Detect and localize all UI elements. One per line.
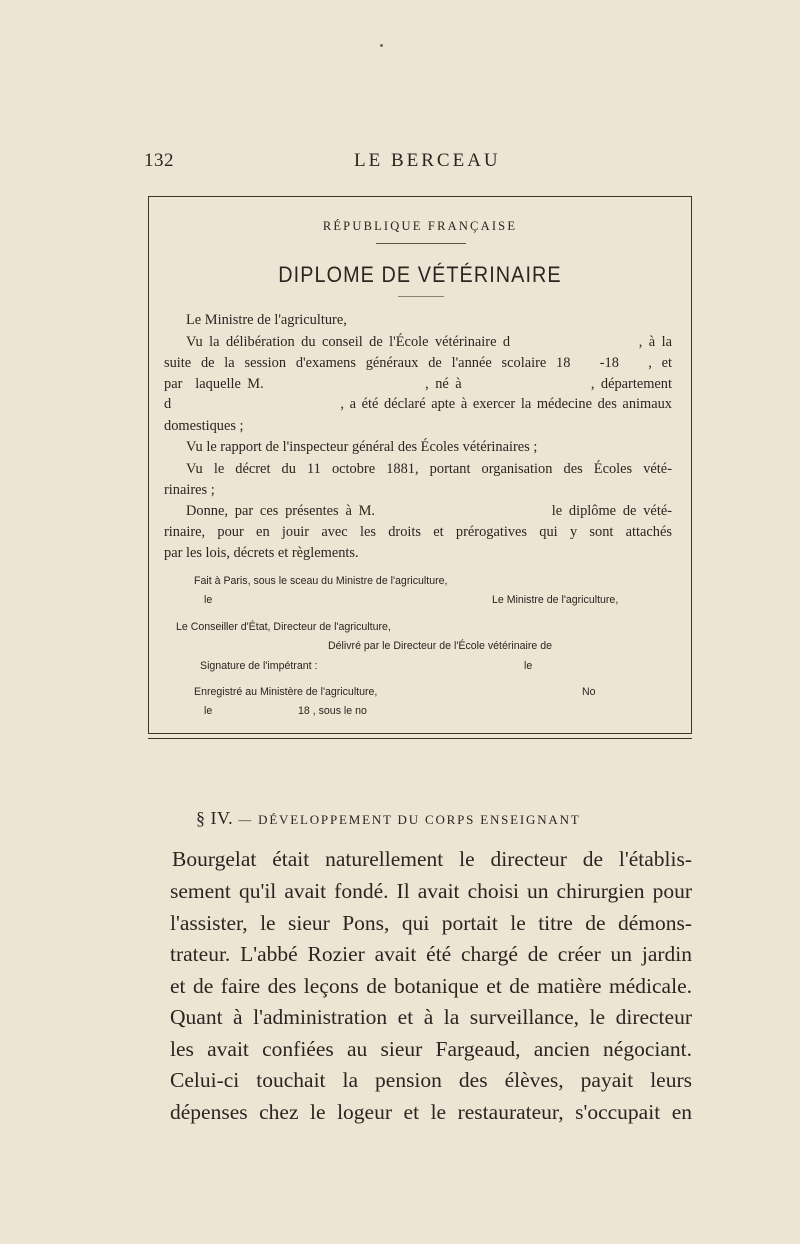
body-line: sement qu'il avait fondé. Il avait choisi un chirurgien pour xyxy=(170,879,692,903)
diploma-line: par les lois, décrets et règlements. xyxy=(164,545,359,561)
page-number: 132 xyxy=(144,150,174,171)
body-line: trateur. L'abbé Rozier avait été chargé de créer un jardin xyxy=(170,942,692,966)
issued-by-line: Délivré par le Directeur de l'École vétérinaire de xyxy=(328,640,553,652)
date-le-right: le xyxy=(524,660,533,672)
body-line: Bourgelat était naturellement le directeur de l'établis- xyxy=(172,847,692,871)
running-title: LE BERCEAU xyxy=(354,150,501,171)
section-title: DÉVELOPPEMENT DU CORPS ENSEIGNANT xyxy=(258,812,581,827)
body-line: l'assister, le sieur Pons, qui portait le titre de démons- xyxy=(170,911,692,935)
registered-line: Enregistré au Ministère de l'agriculture, xyxy=(194,686,378,698)
number-label: No xyxy=(582,686,596,698)
diploma-line: Vu le rapport de l'inspecteur général des Écoles vétérinaires ; xyxy=(186,439,538,455)
counselor-line: Le Conseiller d'État, Directeur de l'agriculture, xyxy=(176,621,391,633)
registered-date: 18 , sous le no xyxy=(298,705,367,717)
body-line: Celui-ci touchait la pension des élèves, payait leurs xyxy=(170,1068,692,1092)
diploma-line: rinaire, pour en jouir avec les droits et prérogatives qui y sont attachés xyxy=(164,524,672,540)
diploma-line: Donne, par ces présentes à M. le diplôme de vété- xyxy=(186,503,672,519)
diploma-line: d , a été déclaré apte à exercer la médecine des animaux xyxy=(164,396,672,412)
diploma-line: rinaires ; xyxy=(164,482,215,498)
diploma-line: Vu le décret du 11 octobre 1881, portant organisation des Écoles vété- xyxy=(186,461,672,477)
section-number: § IV. xyxy=(196,808,234,828)
heading-rule xyxy=(376,243,466,244)
diploma-line: Vu la délibération du conseil de l'École vétérinaire d , à la xyxy=(186,334,672,350)
section-heading xyxy=(196,808,581,829)
running-head xyxy=(144,150,696,174)
registered-le: le xyxy=(204,705,213,717)
made-at-line: Fait à Paris, sous le sceau du Ministre de l'agriculture, xyxy=(194,575,448,587)
republic-heading: RÉPUBLIQUE FRANÇAISE xyxy=(322,219,518,233)
diploma-line: par laquelle M. , né à , département xyxy=(164,376,672,392)
title-rule xyxy=(398,296,444,297)
body-line: dépenses chez le logeur et le restaurateur, s'occupait en xyxy=(170,1100,692,1124)
body-line: les avait confiées au sieur Fargeaud, ancien négociant. xyxy=(170,1037,692,1061)
section-dash: — xyxy=(238,812,254,827)
diploma-title: DIPLOME DE VÉTÉRINAIRE xyxy=(278,262,562,287)
body-line: et de faire des leçons de botanique et de matière médicale. xyxy=(170,974,692,998)
ink-speck xyxy=(380,44,383,47)
diploma-line: suite de la session d'examens généraux de l'année scolaire 18 -18 , et xyxy=(164,355,672,371)
diploma-frame-outer-rule xyxy=(148,738,692,739)
date-le-left: le xyxy=(204,594,213,606)
signature-line: Signature de l'impétrant : xyxy=(200,660,318,672)
diploma-line: Le Ministre de l'agriculture, xyxy=(186,312,347,328)
diploma-line: domestiques ; xyxy=(164,418,244,434)
body-line: Quant à l'administration et à la surveillance, le directeur xyxy=(170,1005,692,1029)
minister-signature: Le Ministre de l'agriculture, xyxy=(492,594,619,606)
